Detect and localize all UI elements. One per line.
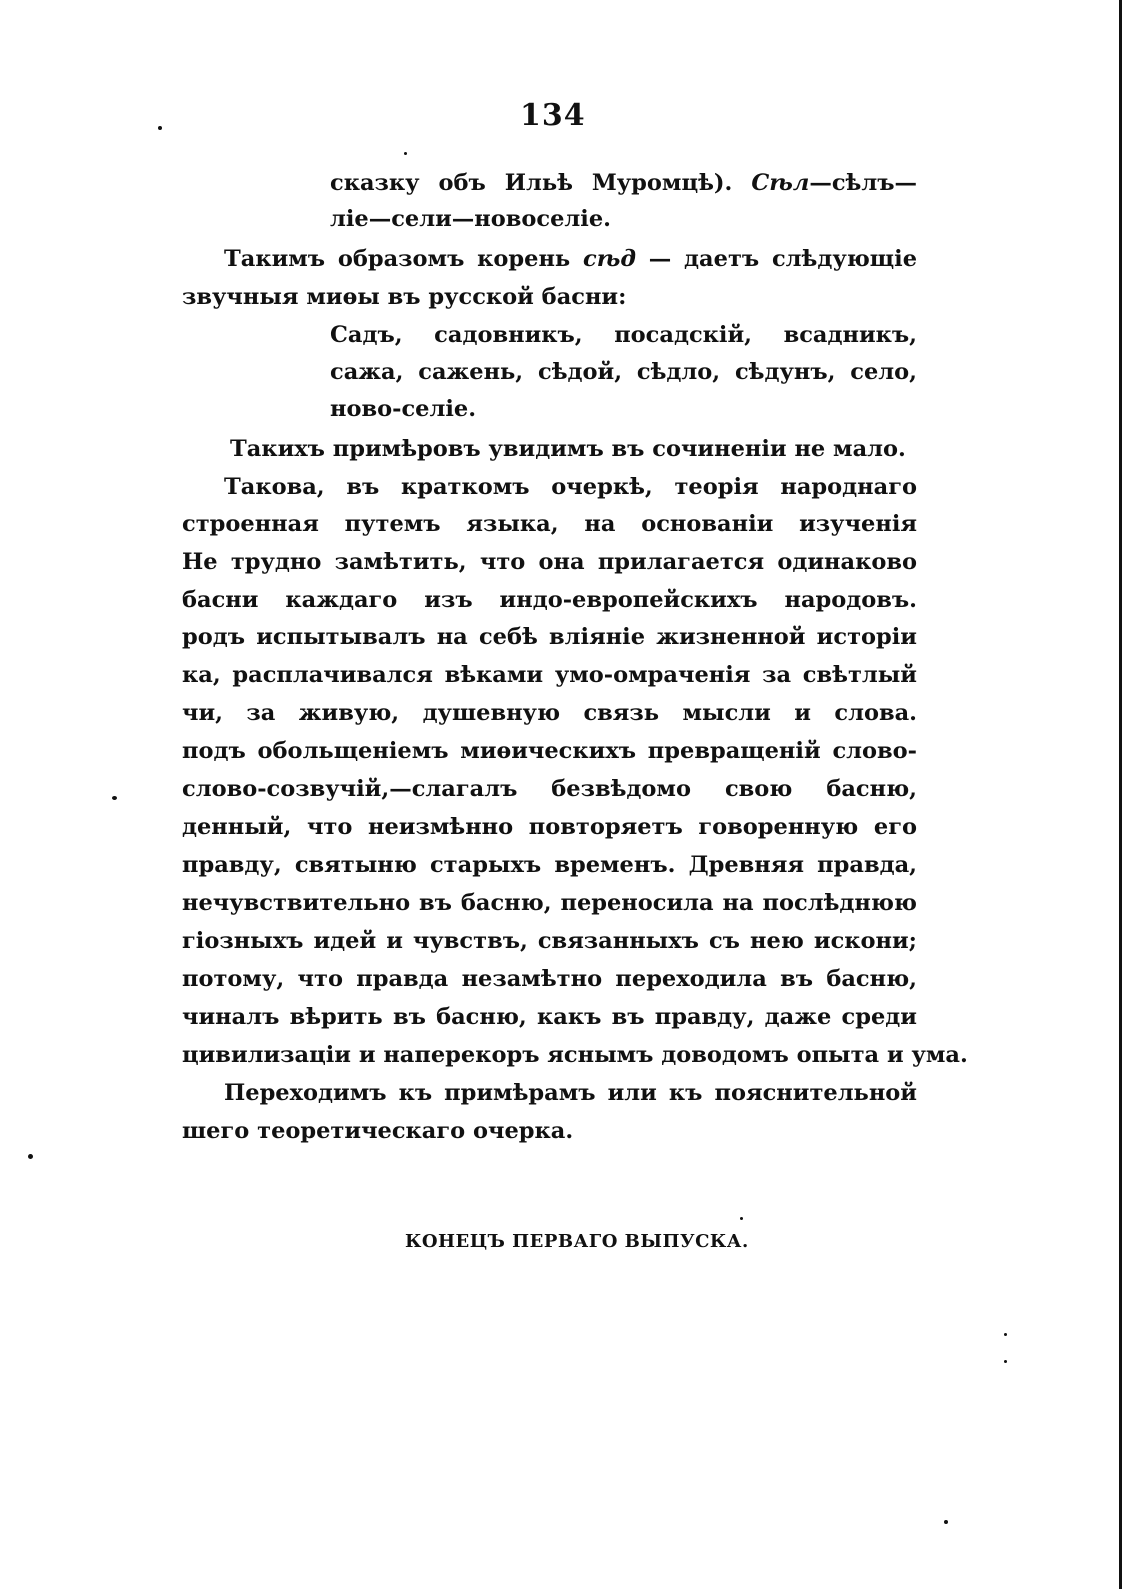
text-line: Садъ, садовникъ, посадскій, всадникъ, bbox=[330, 322, 917, 348]
text-line: потому, что правда незамѣтно переходила въ басню, bbox=[182, 966, 917, 992]
text-line: ліе—сели—новоселіе. bbox=[330, 206, 611, 232]
text-line: Такихъ примѣровъ увидимъ въ сочиненіи не мало. bbox=[230, 436, 906, 462]
text-line: Такова, въ краткомъ очеркѣ, теорія народнаго bbox=[224, 474, 917, 500]
scan-speck bbox=[404, 152, 407, 155]
text-line: гіозныхъ идей и чувствъ, связанныхъ съ нею искони; bbox=[182, 928, 917, 954]
text-line: подъ обольщеніемъ миѳическихъ превращеній слово- bbox=[182, 738, 917, 764]
text-line: правду, святыню старыхъ временъ. Древняя правда, bbox=[182, 852, 917, 878]
page-number: 134 bbox=[520, 98, 586, 133]
text-line: басни каждаго изъ индо-европейскихъ народовъ. bbox=[182, 587, 917, 613]
text-line: шего теоретическаго очерка. bbox=[182, 1118, 574, 1144]
text-line: денный, что неизмѣнно повторяетъ говоренную его bbox=[182, 814, 917, 840]
text-line: Переходимъ къ примѣрамъ или къ пояснительной bbox=[224, 1080, 917, 1106]
text-line: чиналъ вѣрить въ басню, какъ въ правду, даже среди bbox=[182, 1004, 917, 1030]
text-line: звучныя миѳы въ русской басни: bbox=[182, 284, 627, 310]
italic-root: сѣд bbox=[583, 246, 636, 272]
text-segment: Такимъ образомъ корень bbox=[224, 246, 583, 272]
text-segment: сказку объ Ильѣ Муромцѣ). bbox=[330, 170, 752, 196]
text-line: нечувствительно въ басню, переносила на послѣднюю bbox=[182, 890, 917, 916]
text-segment: — даетъ слѣдующіе bbox=[648, 246, 917, 272]
text-line: ка, расплачивался вѣками умо-омраченія за свѣтлый bbox=[182, 662, 917, 688]
scan-speck bbox=[1004, 1360, 1007, 1363]
scan-speck bbox=[158, 126, 162, 130]
scan-speck bbox=[112, 796, 117, 800]
text-line: строенная путемъ языка, на основаніи изученія bbox=[182, 511, 917, 537]
text-line: сажа, сажень, сѣдой, сѣдло, сѣдунъ, село, bbox=[330, 359, 917, 385]
text-line bbox=[330, 168, 917, 200]
text-line: чи, за живую, душевную связь мысли и слова. bbox=[182, 700, 917, 726]
text-line: ново-селіе. bbox=[330, 396, 477, 422]
text-line bbox=[224, 244, 917, 276]
page-edge-line bbox=[1119, 0, 1122, 1589]
text-line: слово-созвучій,—слагалъ безвѣдомо свою басню, bbox=[182, 776, 917, 802]
text-line: Не трудно замѣтить, что она прилагается одинаково bbox=[182, 549, 917, 575]
text-segment: —сѣлъ— bbox=[809, 170, 917, 196]
text-line: цивилизаціи и наперекоръ яснымъ доводомъ опыта и ума. bbox=[182, 1042, 968, 1068]
italic-root: Сѣл bbox=[751, 170, 810, 196]
end-of-issue-title: КОНЕЦЪ ПЕРВАГО ВЫПУСКА. bbox=[405, 1231, 749, 1252]
scan-speck bbox=[740, 1217, 743, 1220]
text-line: родъ испытывалъ на себѣ вліяніе жизненной исторіи bbox=[182, 624, 917, 650]
scan-speck bbox=[28, 1154, 33, 1159]
scan-speck bbox=[1004, 1333, 1007, 1336]
scan-speck bbox=[944, 1520, 948, 1524]
